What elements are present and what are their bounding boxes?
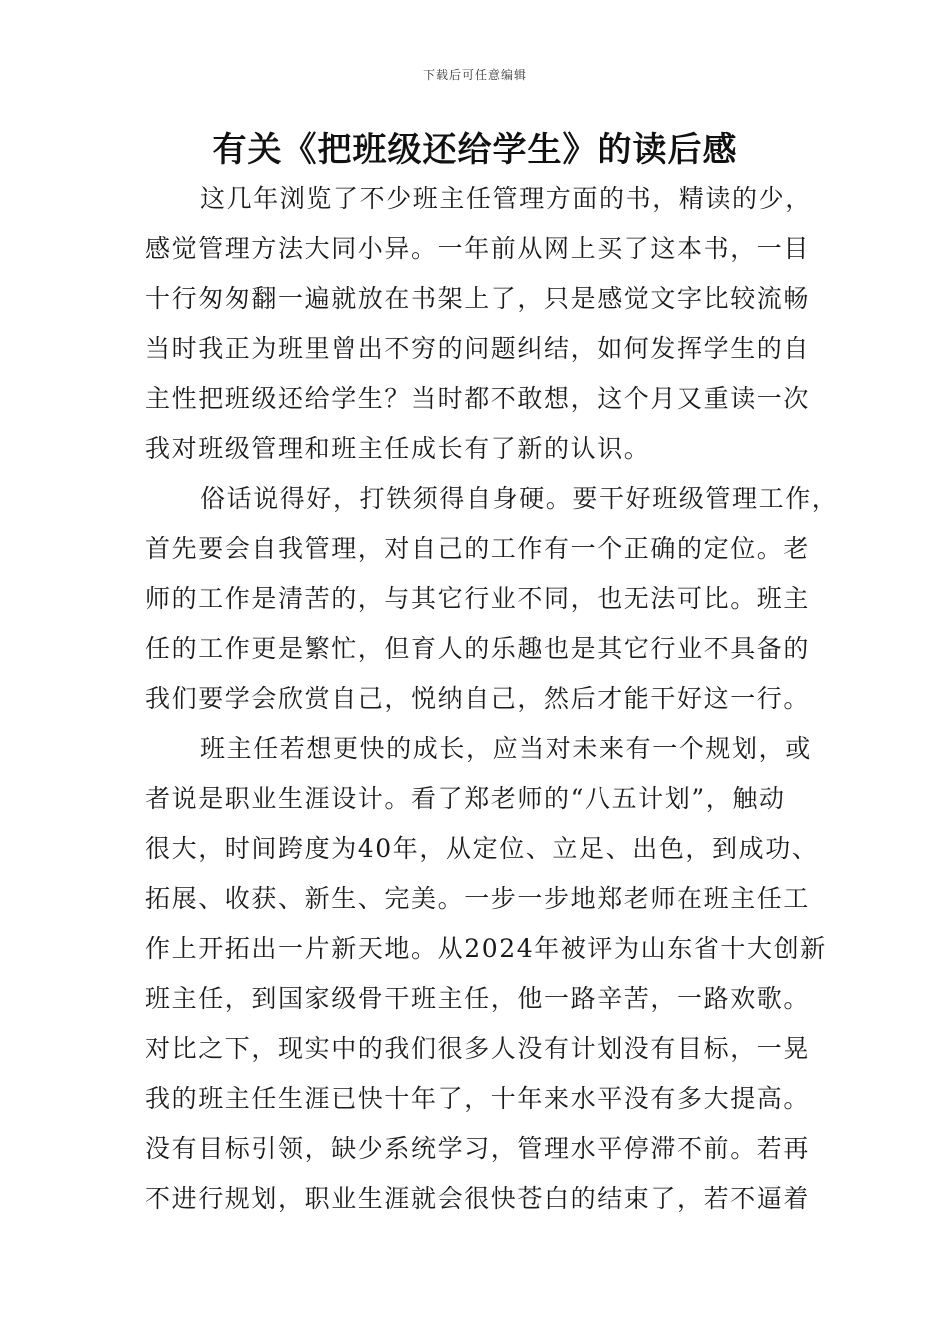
text-line: 我的班主任生涯已快十年了，十年来水平没有多大提高。 — [145, 1084, 811, 1113]
text-line: 感觉管理方法大同小异。一年前从网上买了这本书，一目 — [145, 234, 811, 263]
text-line: 班主任，到国家级骨干班主任，他一路辛苦，一路欢歌。 — [145, 984, 811, 1013]
text-line: 作上开拓出一片新天地。从2024年被评为山东省十大创新 — [145, 934, 827, 963]
text-line: 不进行规划，职业生涯就会很快苍白的结束了，若不逼着 — [145, 1184, 811, 1213]
text-line: 当时我正为班里曾出不穷的问题纠结，如何发挥学生的自 — [145, 334, 811, 363]
text-line: 主性把班级还给学生？当时都不敢想，这个月又重读一次 — [145, 384, 811, 413]
text-line: 没有目标引领，缺少系统学习，管理水平停滞不前。若再 — [145, 1134, 811, 1163]
text-line: 班主任若想更快的成长，应当对未来有一个规划，或 — [200, 734, 812, 763]
text-line: 首先要会自我管理，对自己的工作有一个正确的定位。老 — [145, 534, 811, 563]
text-line: 拓展、收获、新生、完美。一步一步地郑老师在班主任工 — [145, 884, 811, 913]
body-text — [145, 174, 839, 1224]
text-line: 任的工作更是繁忙，但育人的乐趣也是其它行业不具备的 — [145, 634, 811, 663]
header-note: 下载后可任意编辑 — [422, 68, 527, 82]
page-title: 有关《把班级还给学生》的读后感 — [212, 130, 738, 170]
text-line: 我们要学会欣赏自己，悦纳自己，然后才能干好这一行。 — [145, 684, 811, 713]
text-line: 师的工作是清苦的，与其它行业不同，也无法可比。班主 — [145, 584, 811, 613]
text-line: 者说是职业生涯设计。看了郑老师的“八五计划”，触动 — [145, 784, 786, 813]
text-line: 十行匆匆翻一遍就放在书架上了，只是感觉文字比较流畅 — [145, 284, 811, 313]
text-line: 这几年浏览了不少班主任管理方面的书，精读的少， — [200, 184, 812, 213]
text-line: 很大，时间跨度为40年，从定位、立足、出色，到成功、 — [145, 834, 819, 863]
text-line: 俗话说得好，打铁须得自身硬。要干好班级管理工作， — [200, 484, 839, 513]
text-line: 我对班级管理和班主任成长有了新的认识。 — [145, 434, 651, 463]
text-line: 对比之下，现实中的我们很多人没有计划没有目标，一晃 — [145, 1034, 811, 1063]
